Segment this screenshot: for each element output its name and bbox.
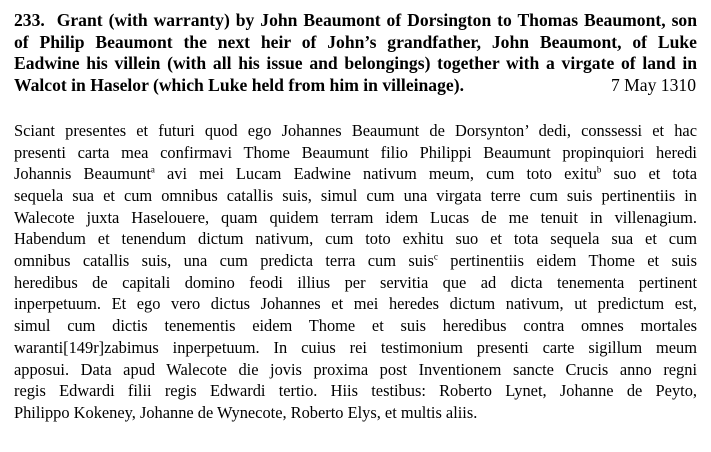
heading-text-4: Walcot in Haselor (which Luke held from him in villeinage). bbox=[14, 75, 464, 96]
footnote-marker-a: a bbox=[150, 164, 155, 175]
text-line: apposui. Data apud Walecote die jovis proxima post Inventionem sancte Crucis anno regni bbox=[14, 359, 697, 379]
text-line: regis Edwardi filii regis Edwardi tertio. Hiis testibus: Roberto Lynet, Johanne de Peyto, bbox=[14, 381, 697, 401]
heading-line-2: of Philip Beaumont the next heir of John’s grandfather, John Beaumont, of Luke bbox=[14, 31, 697, 52]
text-line bbox=[14, 163, 697, 185]
text-line: Philippo Kokeney, Johanne de Wynecote, Roberto Elys, et multis aliis. bbox=[14, 402, 478, 422]
text-segment: Johannis Beaumunt bbox=[14, 164, 151, 184]
text-line: heredibus de capitali domino feodi illius per servitia que ad dicta tenementa pertinent bbox=[14, 272, 697, 292]
text-line: Habendum et tenendum dictum nativum, cum toto exhitu suo et tota sequela sua et cum bbox=[14, 229, 697, 249]
text-segment: avi mei Lucam Eadwine nativum meum, cum toto exitu bbox=[154, 164, 597, 184]
heading-text-1: Grant (with warranty) by John Beaumont of Dorsington to Thomas Beaumont, son bbox=[56, 10, 698, 30]
text-line: waranti[149r]zabimus inperpetuum. In cuius rei testimonium presenti carte sigillum meum bbox=[14, 337, 697, 357]
entry-heading bbox=[14, 0, 697, 97]
text-segment: pertinentiis eidem Thome et suis bbox=[437, 251, 697, 271]
heading-line-1 bbox=[14, 10, 697, 32]
text-line bbox=[14, 250, 697, 272]
footnote-marker-b: b bbox=[596, 164, 602, 175]
text-line: Walecote juxta Haselouere, quam quidem terram idem Lucas de me tenuit in villenagium. bbox=[14, 207, 697, 227]
text-line: sequela sua et cum omnibus catallis suis, simul cum una virgata terre cum suis pertinentiis in bbox=[14, 185, 697, 205]
entry-number: 233. bbox=[14, 10, 45, 30]
text-line: Sciant presentes et futuri quod ego Johannes Beaumunt de Dorsynton’ dedi, conssessi et hac bbox=[14, 120, 697, 140]
heading-line-4 bbox=[14, 75, 697, 97]
document-page bbox=[14, 0, 697, 424]
text-line: simul cum dictis tenementis eidem Thome et suis heredibus contra omnes mortales bbox=[14, 316, 697, 336]
text-line: inperpetuum. Et ego vero dictus Johannes et mei heredes dictum nativum, ut predictum est, bbox=[14, 294, 697, 314]
charter-text bbox=[14, 97, 697, 424]
footnote-marker-c: c bbox=[433, 251, 438, 262]
entry-date: 7 May 1310 bbox=[610, 75, 696, 96]
text-line: presenti carta mea confirmavi Thome Beaumunt filio Philippi Beaumunt propinquiori heredi bbox=[14, 142, 697, 162]
text-segment: suo et tota bbox=[601, 164, 697, 184]
text-segment: omnibus catallis suis, una cum predicta terra cum suis bbox=[14, 251, 434, 271]
heading-line-3: Eadwine his villein (with all his issue and belongings) together with a virgate of land in bbox=[14, 53, 697, 74]
